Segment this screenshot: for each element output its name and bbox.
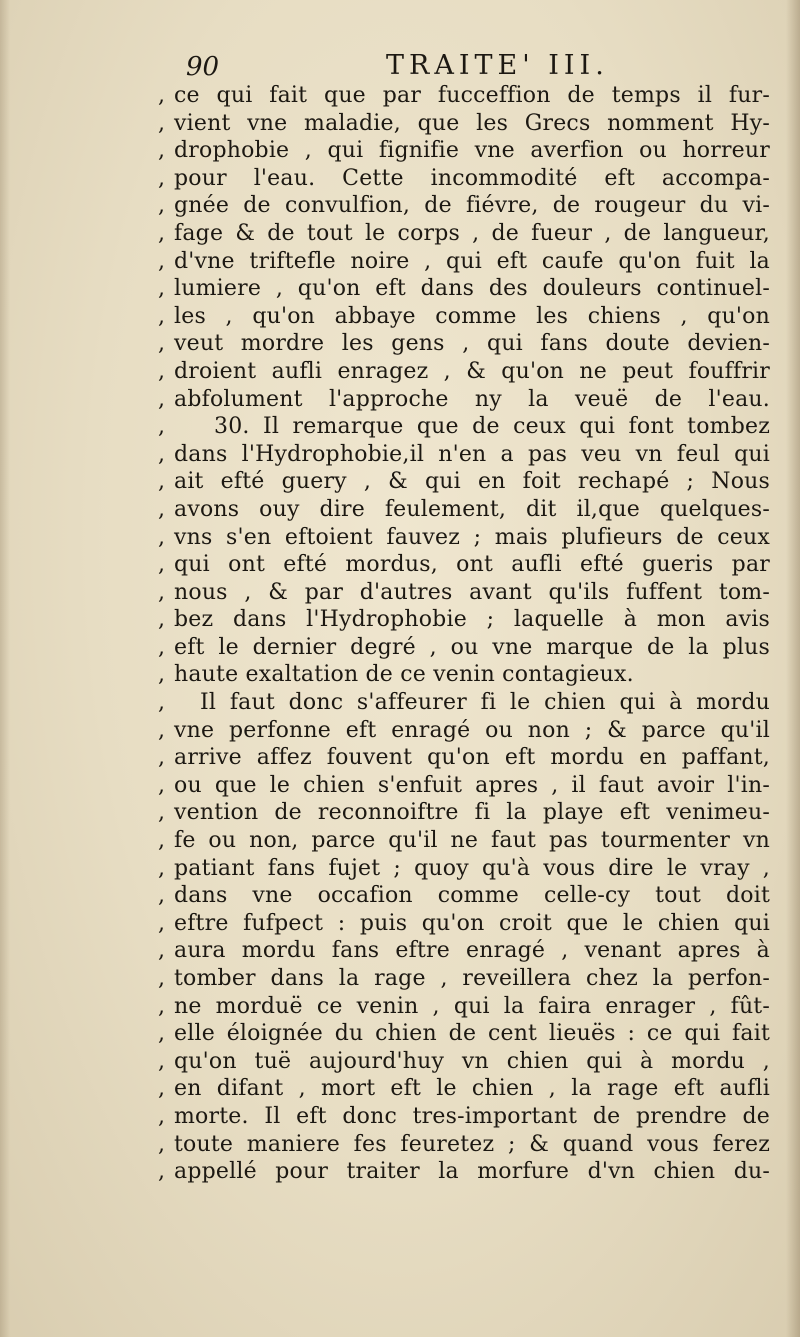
page-left-shadow — [0, 0, 10, 1337]
quotation-mark: , — [158, 910, 165, 936]
quotation-mark: , — [158, 607, 165, 633]
text-line — [158, 799, 770, 827]
text-line — [158, 1048, 770, 1076]
quotation-mark: , — [158, 1048, 165, 1074]
quotation-mark: , — [158, 414, 165, 440]
quotation-mark: , — [158, 938, 165, 964]
line-text: vne perfonne eft enragé ou non ; & parce qu'il — [174, 717, 770, 743]
line-text: en difant , mort eft le chien , la rage eft aufli — [174, 1076, 770, 1102]
text-line — [158, 1075, 770, 1103]
line-text: gnée de convulfion, de fiévre, de rougeur du vi- — [174, 193, 770, 219]
quotation-mark: , — [158, 1076, 165, 1102]
quotation-mark: , — [158, 717, 165, 743]
text-line — [158, 551, 770, 579]
quotation-mark: , — [158, 276, 165, 302]
quotation-mark: , — [158, 662, 165, 688]
quotation-mark: , — [158, 441, 165, 467]
text-line — [158, 496, 770, 524]
text-line — [158, 165, 770, 193]
line-text: Il faut donc s'affeurer fi le chien qui à mordu — [200, 690, 770, 716]
text-line — [158, 744, 770, 772]
quotation-mark: , — [158, 552, 165, 578]
quotation-mark: , — [158, 524, 165, 550]
text-line — [158, 1131, 770, 1159]
text-line — [158, 468, 770, 496]
quotation-mark: , — [158, 193, 165, 219]
quotation-mark: , — [158, 745, 165, 771]
text-line — [158, 82, 770, 110]
quotation-mark: , — [158, 1131, 165, 1157]
text-line — [158, 579, 770, 607]
text-line — [158, 303, 770, 331]
quotation-mark: , — [158, 690, 165, 716]
quotation-mark: , — [158, 138, 165, 164]
text-line — [158, 110, 770, 138]
line-text: vention de reconnoiftre fi la playe eft venimeu- — [174, 800, 770, 826]
line-text: les , qu'on abbaye comme les chiens , qu'on — [174, 303, 770, 329]
text-line — [158, 137, 770, 165]
line-text: ait efté guery , & qui en foit rechapé ; Nous — [174, 469, 770, 495]
page-right-shadow — [786, 0, 800, 1337]
quotation-mark: , — [158, 634, 165, 660]
line-text: ne morduë ce venin , qui la faira enrager , fût- — [174, 993, 770, 1019]
line-text: patiant fans fujet ; quoy qu'à vous dire le vray , — [174, 855, 770, 881]
text-line — [158, 772, 770, 800]
line-text: dans l'Hydrophobie,il n'en a pas veu vn feul qui — [174, 441, 770, 467]
text-line — [158, 827, 770, 855]
text-line — [158, 965, 770, 993]
quotation-mark: , — [158, 883, 165, 909]
quotation-mark: , — [158, 358, 165, 384]
text-line — [158, 993, 770, 1021]
text-line — [158, 524, 770, 552]
text-line — [158, 634, 770, 662]
quotation-mark: , — [158, 1103, 165, 1129]
quotation-mark: , — [158, 83, 165, 108]
line-text: tomber dans la rage , reveillera chez la perfon- — [174, 966, 770, 991]
quotation-mark: , — [158, 800, 165, 826]
line-text: avons ouy dire feulement, dit il,que quelques- — [174, 496, 770, 522]
line-text: ce qui fait que par fucceffion de temps il fur- — [174, 83, 770, 108]
line-text: lumiere , qu'on eft dans des douleurs continuel- — [174, 276, 770, 302]
text-line — [158, 882, 770, 910]
text-line — [158, 413, 770, 441]
quotation-mark: , — [158, 303, 165, 329]
quotation-mark: , — [158, 1159, 165, 1185]
body-text — [158, 82, 770, 1186]
quotation-mark: , — [158, 966, 165, 991]
line-text: toute maniere fes feuretez ; & quand vous ferez — [174, 1131, 770, 1157]
line-text: haute exaltation de ce venin contagieux. — [174, 662, 634, 688]
text-line — [158, 661, 770, 689]
text-line — [158, 330, 770, 358]
quotation-mark: , — [158, 496, 165, 522]
quotation-mark: , — [158, 855, 165, 881]
line-text: veut mordre les gens , qui fans doute devien- — [174, 331, 770, 357]
line-text: elle éloignée du chien de cent lieuës : ce qui fait — [174, 1021, 770, 1047]
text-line — [158, 220, 770, 248]
line-text: qu'on tuë aujourd'huy vn chien qui à mordu , — [174, 1048, 770, 1074]
text-line — [158, 358, 770, 386]
line-text: qui ont efté mordus, ont aufli efté gueris par — [174, 552, 770, 578]
text-line — [158, 910, 770, 938]
line-text: droient aufli enragez , & qu'on ne peut fouffrir — [174, 358, 770, 384]
text-line — [158, 689, 770, 717]
line-text: aura mordu fans eftre enragé , venant apres à — [174, 938, 770, 964]
quotation-mark: , — [158, 220, 165, 246]
line-text: nous , & par d'autres avant qu'ils fuffent tom- — [174, 579, 770, 605]
quotation-mark: , — [158, 828, 165, 854]
line-text: pour l'eau. Cette incommodité eft accompa- — [174, 165, 770, 191]
quotation-mark: , — [158, 248, 165, 274]
quotation-mark: , — [158, 579, 165, 605]
quotation-mark: , — [158, 331, 165, 357]
text-line — [158, 248, 770, 276]
page-number: 90 — [186, 52, 220, 82]
line-text: dans vne occafion comme celle-cy tout doit — [174, 883, 770, 909]
text-line — [158, 1158, 770, 1186]
line-text: 30. Il remarque que de ceux qui font tombez — [214, 414, 770, 440]
text-line — [158, 275, 770, 303]
line-text: d'vne triftefle noire , qui eft caufe qu'on fuit la — [174, 248, 770, 274]
quotation-mark: , — [158, 469, 165, 495]
quotation-mark: , — [158, 1021, 165, 1047]
text-line — [158, 441, 770, 469]
line-text: eftre fufpect : puis qu'on croit que le chien qui — [174, 910, 770, 936]
text-line — [158, 717, 770, 745]
line-text: eft le dernier degré , ou vne marque de la plus — [174, 634, 770, 660]
line-text: fage & de tout le corps , de fueur , de langueur, — [174, 220, 770, 246]
text-line — [158, 937, 770, 965]
line-text: ou que le chien s'enfuit apres , il faut avoir l'in- — [174, 772, 770, 798]
text-line — [158, 1020, 770, 1048]
line-text: arrive affez fouvent qu'on eft mordu en paffant, — [174, 745, 770, 771]
line-text: drophobie , qui fignifie vne averfion ou horreur — [174, 138, 770, 164]
running-head: TRAITE' III. — [386, 50, 609, 81]
text-line — [158, 855, 770, 883]
line-text: fe ou non, parce qu'il ne faut pas tourmenter vn — [174, 828, 770, 854]
line-text: morte. Il eft donc tres-important de prendre de — [174, 1103, 770, 1129]
text-line — [158, 606, 770, 634]
line-text: bez dans l'Hydrophobie ; laquelle à mon avis — [174, 607, 770, 633]
quotation-mark: , — [158, 993, 165, 1019]
line-text: vient vne maladie, que les Grecs nomment Hy- — [174, 110, 770, 136]
quotation-mark: , — [158, 165, 165, 191]
line-text: vns s'en eftoient fauvez ; mais plufieurs de ceux — [174, 524, 770, 550]
quotation-mark: , — [158, 772, 165, 798]
text-line — [158, 1103, 770, 1131]
quotation-mark: , — [158, 386, 165, 412]
line-text: abfolument l'approche ny la veuë de l'eau. — [174, 386, 770, 412]
line-text: appellé pour traiter la morfure d'vn chien du- — [174, 1159, 770, 1185]
text-line — [158, 386, 770, 414]
quotation-mark: , — [158, 110, 165, 136]
text-line — [158, 192, 770, 220]
